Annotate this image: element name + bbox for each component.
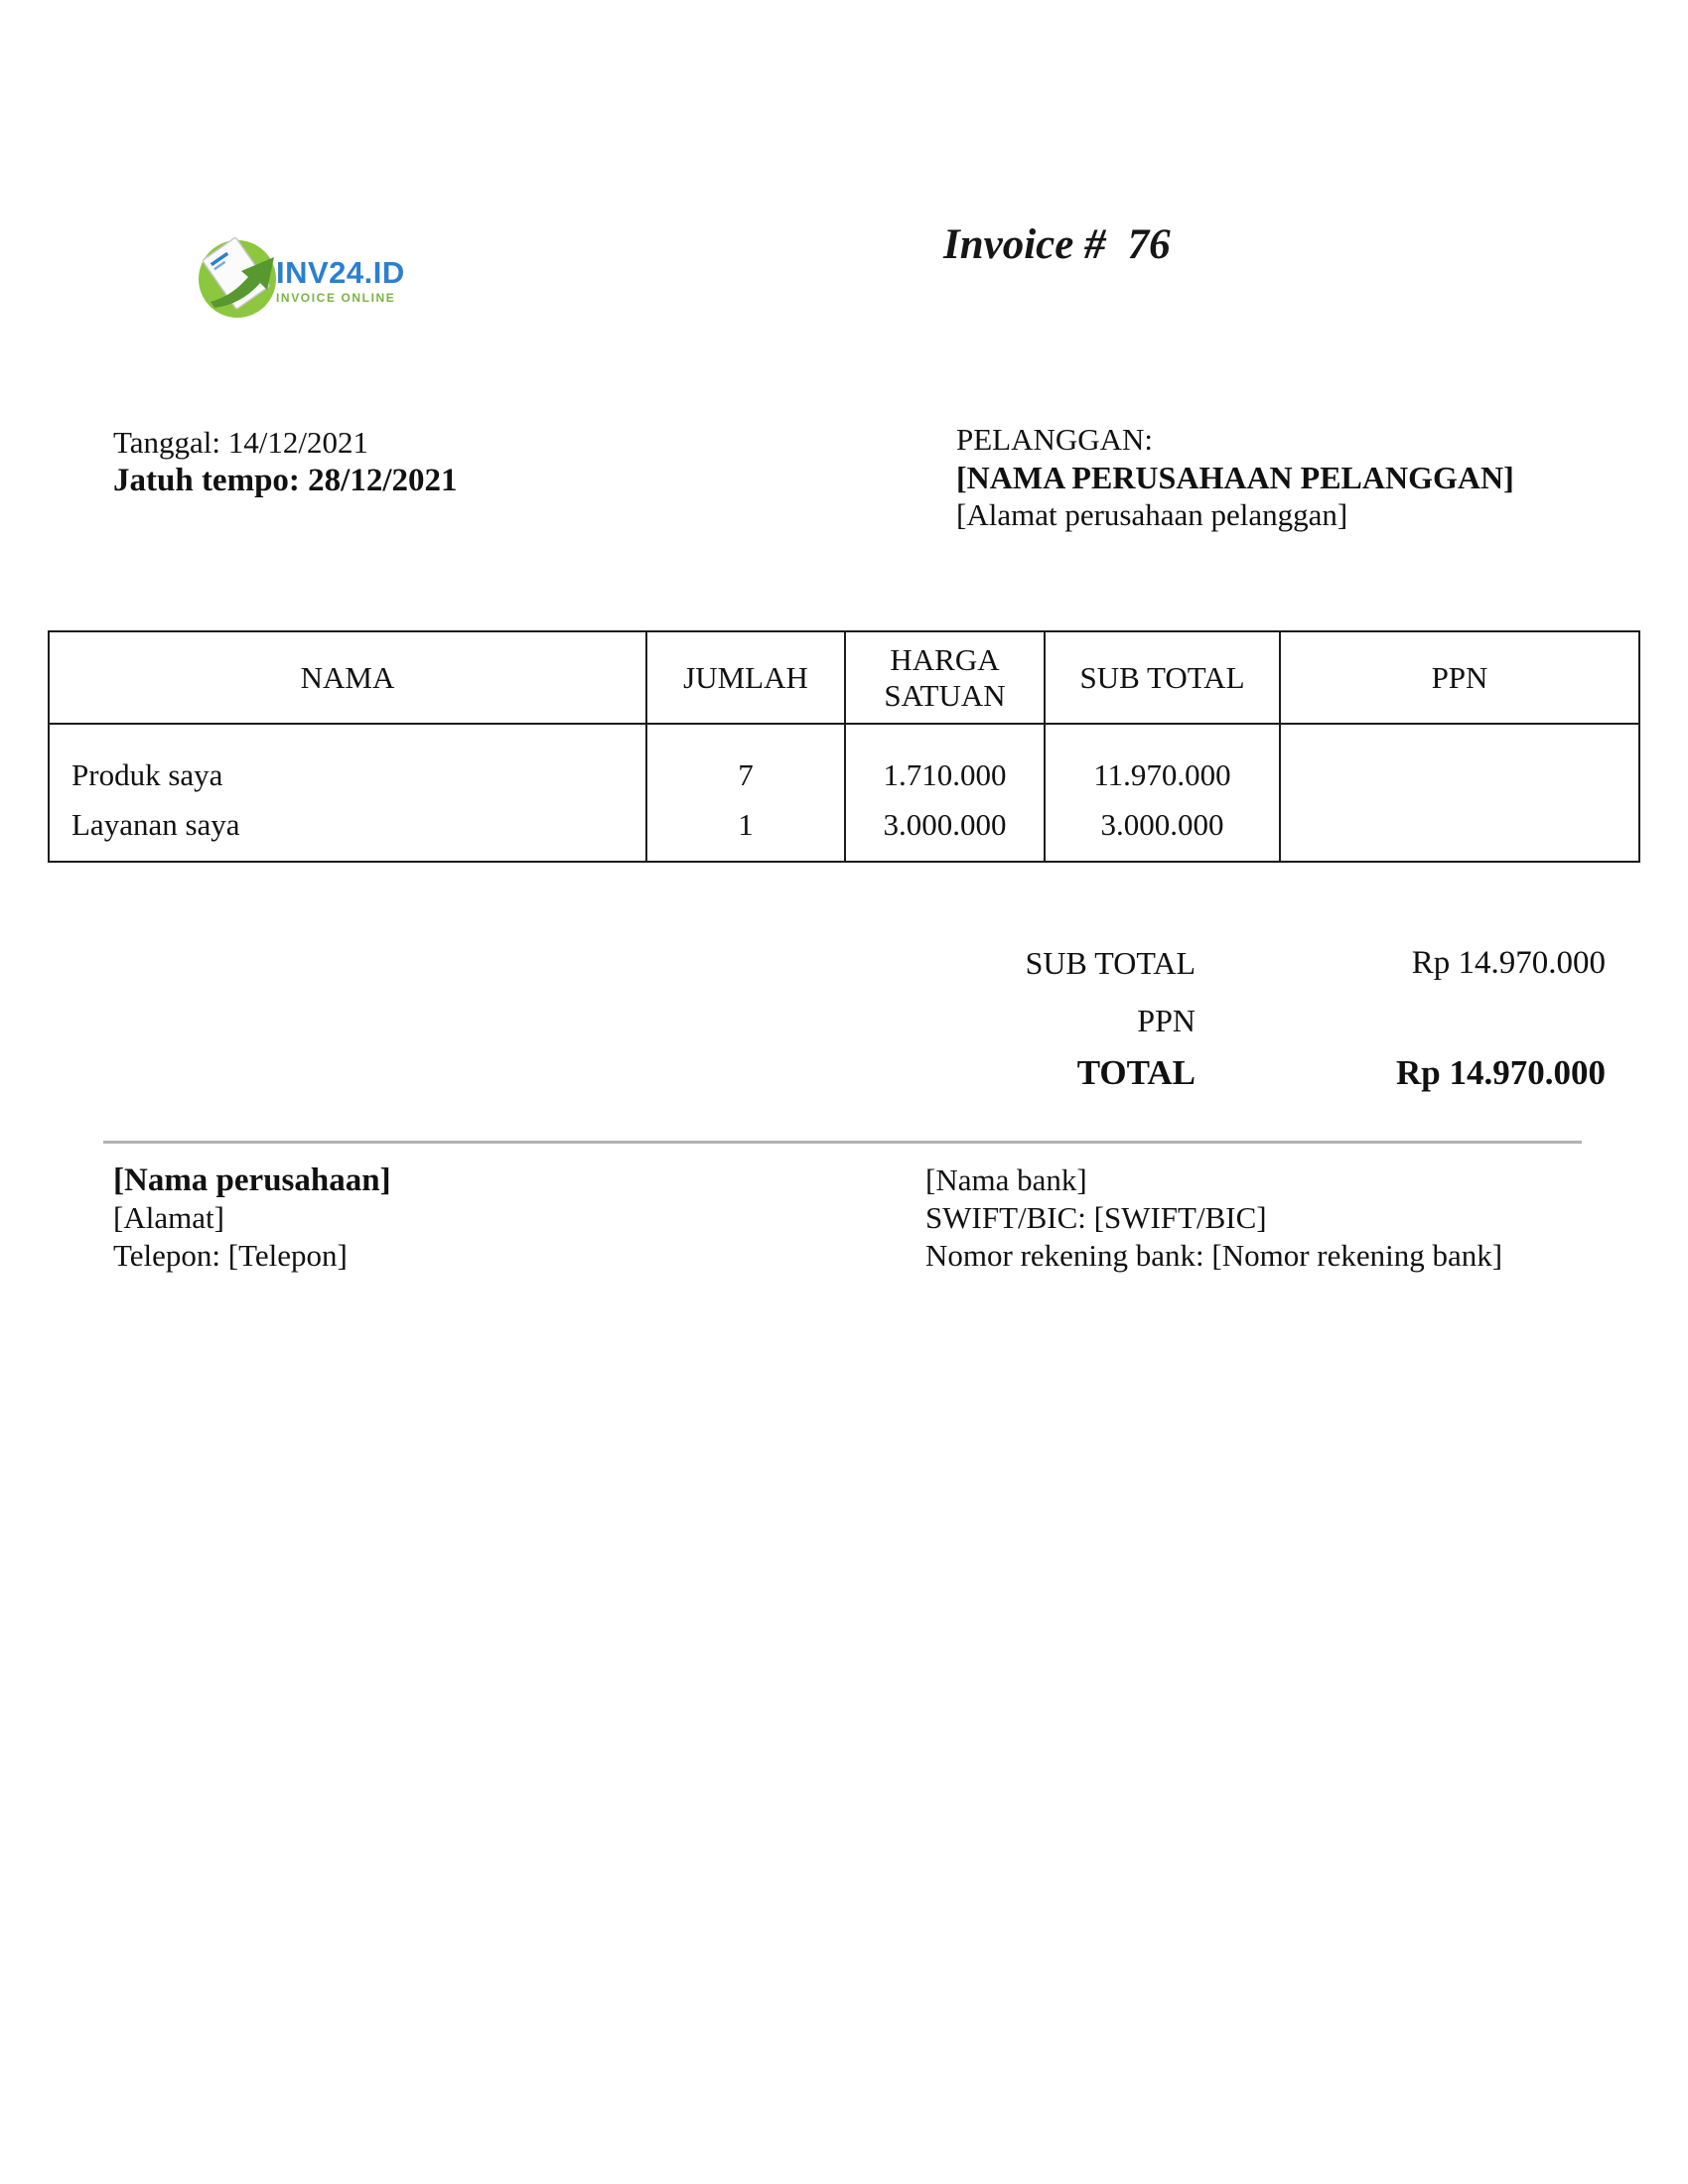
item-qty: 7: [738, 757, 754, 792]
col-header-ppn: PPN: [1280, 631, 1639, 724]
item-ppn-cell: [1280, 724, 1639, 862]
item-subtotal-cell: [1045, 724, 1280, 862]
invoice-dates: [113, 423, 458, 500]
invoice-number: 76: [1127, 221, 1171, 268]
footer-company-block: [113, 1161, 391, 1275]
ppn-label: PPN: [1137, 1003, 1196, 1038]
ppn-value: [1196, 1001, 1606, 1040]
invoice-due-date: Jatuh tempo: 28/12/2021: [113, 463, 458, 498]
totals-ppn-row: [695, 1001, 1606, 1040]
item-subtotal: 3.000.000: [1100, 807, 1224, 842]
col-header-jumlah: JUMLAH: [646, 631, 845, 724]
subtotal-value: Rp 14.970.000: [1411, 945, 1606, 981]
col-header-harga-satuan: HARGA SATUAN: [845, 631, 1045, 724]
item-unit-price: 1.710.000: [883, 757, 1007, 792]
item-qty-cell: [646, 724, 845, 862]
item-names-cell: [49, 724, 646, 862]
logo-text: [276, 256, 405, 305]
total-label: TOTAL: [1076, 1053, 1196, 1092]
col-header-nama: NAMA: [49, 631, 646, 724]
invoice-title: [943, 220, 1171, 269]
customer-heading: PELANGGAN:: [956, 422, 1154, 457]
item-unit-price-cell: [845, 724, 1045, 862]
item-name: Produk saya: [71, 757, 223, 792]
item-unit-price: 3.000.000: [883, 807, 1007, 842]
items-body-row: [49, 724, 1639, 862]
company-name: [Nama perusahaan]: [113, 1162, 391, 1198]
customer-name: [NAMA PERUSAHAAN PELANGGAN]: [956, 460, 1514, 495]
footer-divider: [103, 1141, 1582, 1144]
footer-bank-block: [925, 1161, 1502, 1275]
logo-tagline: INVOICE ONLINE: [276, 291, 396, 305]
item-subtotal: 11.970.000: [1093, 757, 1231, 792]
subtotal-label: SUB TOTAL: [1025, 945, 1196, 981]
bank-name: [Nama bank]: [925, 1162, 1087, 1197]
company-address: [Alamat]: [113, 1200, 224, 1235]
company-phone: Telepon: [Telepon]: [113, 1238, 348, 1273]
items-table: [48, 630, 1640, 863]
total-value: Rp 14.970.000: [1396, 1053, 1606, 1092]
customer-block: [956, 421, 1514, 534]
logo-brand: INV24.ID: [276, 255, 405, 290]
totals-subtotal-row: [695, 943, 1606, 983]
customer-address: [Alamat perusahaan pelanggan]: [956, 497, 1348, 532]
totals-total-row: [695, 1053, 1606, 1093]
item-name: Layanan saya: [71, 807, 240, 842]
invoice-date: Tanggal: 14/12/2021: [113, 425, 368, 460]
bank-swift: SWIFT/BIC: [SWIFT/BIC]: [925, 1200, 1267, 1235]
item-qty: 1: [738, 807, 754, 842]
col-header-sub-total: SUB TOTAL: [1045, 631, 1280, 724]
logo: [197, 228, 614, 328]
items-header-row: [49, 631, 1639, 724]
bank-account: Nomor rekening bank: [Nomor rekening bank]: [925, 1238, 1503, 1273]
invoice-title-label: Invoice #: [943, 221, 1106, 268]
